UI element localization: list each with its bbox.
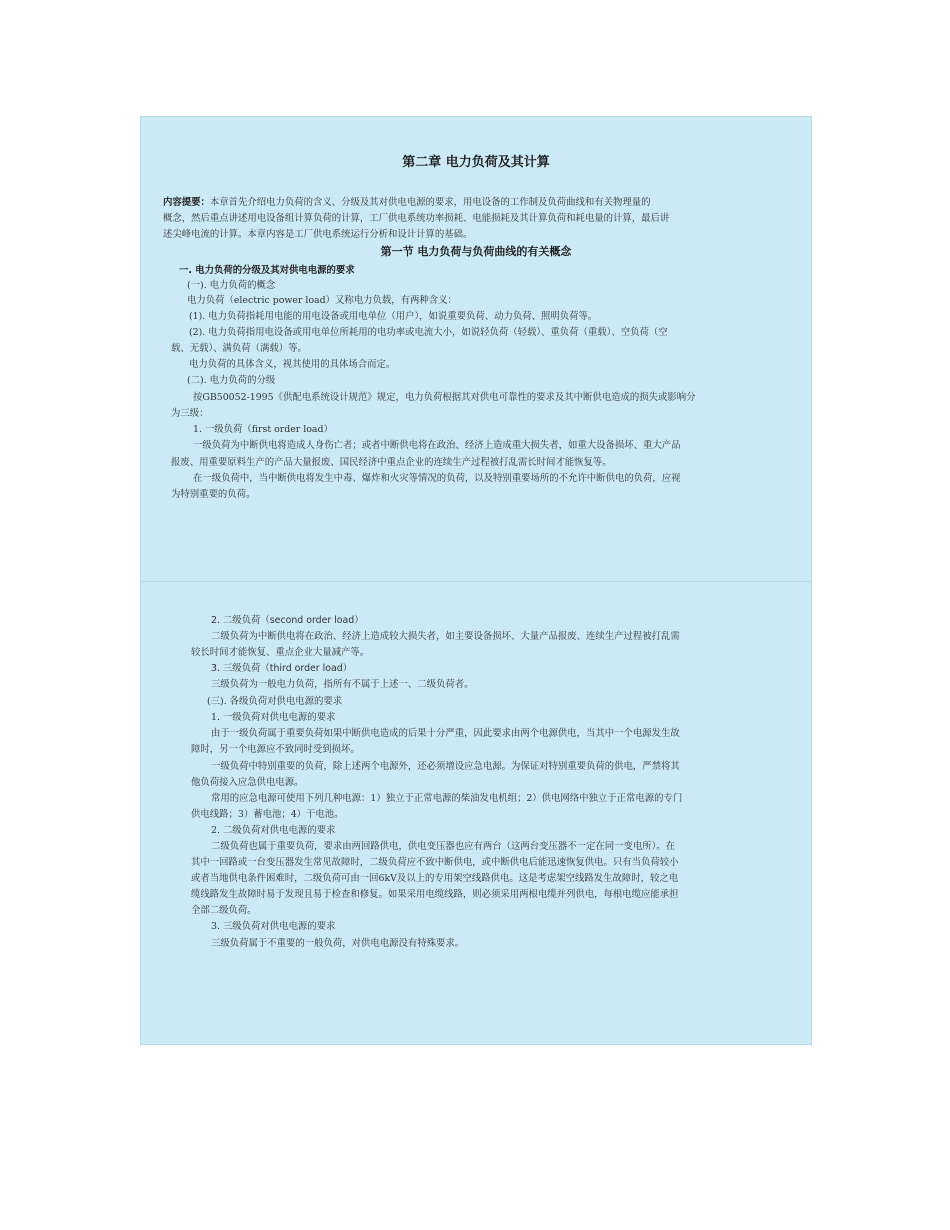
req2-b: 其中一回路或一台变压器发生常见故障时，二级负荷应不致中断供电，或中断供电后能迅速恢复供电。只有当负荷较小 bbox=[191, 857, 679, 868]
third-order-a: 三级负荷为一般电力负荷，指所有不属于上述一、二级负荷者。 bbox=[211, 679, 474, 690]
req3-title: 3. 三级负荷对供电电源的要求 bbox=[211, 921, 336, 932]
first-order-a: 一级负荷为中断供电将造成人身伤亡者；或者中断供电将在政治、经济上造成重大损失者，如重大设备损坏、重大产品 bbox=[193, 440, 681, 451]
req3-a: 三级负荷属于不重要的一般负荷，对供电电源没有特殊要求。 bbox=[211, 938, 465, 949]
summary-line-1 bbox=[163, 197, 651, 209]
req1-d: 他负荷接入应急供电电源。 bbox=[191, 777, 304, 788]
req2-e: 全部二级负荷。 bbox=[191, 905, 257, 916]
req1-e: 常用的应急电源可使用下列几种电源：1）独立于正常电源的柴油发电机组；2）供电网络中独立于正常电源的专门 bbox=[211, 793, 683, 804]
first-order-c: 在一级负荷中，当中断供电将发生中毒、爆炸和火灾等情况的负荷，以及特别重要场所的不允许中断供电的负荷，应视 bbox=[193, 473, 681, 484]
grading-a: 按GB50052-1995《供配电系统设计规范》规定，电力负荷根据其对供电可靠性的要求及其中断供电造成的损失或影响分 bbox=[193, 392, 696, 403]
definition-line: 电力负荷（electric power load）又称电力负载，有两种含义： bbox=[187, 295, 457, 306]
req1-title: 1. 一级负荷对供电电源的要求 bbox=[211, 712, 336, 723]
third-order-title: 3. 三级负荷（third order load） bbox=[211, 663, 353, 674]
second-order-title: 2. 二级负荷（second order load） bbox=[211, 615, 364, 626]
req2-title: 2. 二级负荷对供电电源的要求 bbox=[211, 825, 336, 836]
document-page-1 bbox=[140, 116, 812, 582]
meaning-note: 电力负荷的具体含义，视其使用的具体场合而定。 bbox=[189, 359, 396, 370]
summary-label: 内容提要： bbox=[163, 197, 210, 208]
second-order-b: 较长时间才能恢复、重点企业大量减产等。 bbox=[191, 647, 370, 658]
first-order-b: 报废、用重要原料生产的产品大量报废、国民经济中重点企业的连续生产过程被打乱需长时间才能恢复等。 bbox=[171, 457, 612, 468]
second-order-a: 二级负荷为中断供电将在政治、经济上造成较大损失者，如主要设备损坏、大量产品报废、连续生产过程被打乱需 bbox=[211, 631, 680, 642]
summary-line-3: 述尖峰电流的计算。本章内容是工厂供电系统运行分析和设计计算的基础。 bbox=[163, 229, 473, 240]
req2-d: 缆线路发生故障时易于发现且易于检查和修复。如果采用电缆线路，则必须采用两根电缆并列供电，每根电缆应能承担 bbox=[191, 889, 679, 900]
first-order-d: 为特别重要的负荷。 bbox=[171, 489, 256, 500]
meaning-2-b: 载、无载）、满负荷（满载）等。 bbox=[171, 343, 307, 354]
req2-c: 或者当地供电条件困难时，二级负荷可由一回6kV及以上的专用架空线路供电。这是考虑架空线路发生故障时，较之电 bbox=[191, 873, 679, 884]
subheading-1: (一). 电力负荷的概念 bbox=[187, 280, 276, 291]
chapter-title: 第二章 电力负荷及其计算 bbox=[402, 155, 550, 170]
subheading-2: (二). 电力负荷的分级 bbox=[187, 375, 276, 386]
section-title: 第一节 电力负荷与负荷曲线的有关概念 bbox=[380, 245, 572, 258]
meaning-2-a: (2). 电力负荷指用电设备或用电单位所耗用的电功率或电流大小，如说轻负荷（轻载）、重负荷（重载）、空负荷（空 bbox=[189, 327, 668, 338]
req2-a: 二级负荷也属于重要负荷，要求由两回路供电，供电变压器也应有两台（这两台变压器不一定在同一变电所）。在 bbox=[211, 841, 676, 852]
req1-a: 由于一级负荷属于重要负荷如果中断供电造成的后果十分严重，因此要求由两个电源供电，当其中一个电源发生故 bbox=[211, 728, 680, 739]
summary-text-1: 本章首先介绍电力负荷的含义、分级及其对供电电源的要求，用电设备的工作制及负荷曲线和有关物理量的 bbox=[209, 197, 651, 208]
req1-f: 供电线路；3）蓄电池；4）干电池。 bbox=[191, 809, 344, 820]
subheading-3: (三). 各级负荷对供电电源的要求 bbox=[207, 696, 343, 707]
summary-line-2: 概念，然后重点讲述用电设备组计算负荷的计算，工厂供电系统功率损耗、电能损耗及其计算负荷和耗电量的计算，最后讲 bbox=[163, 213, 670, 224]
first-order-title: 1. 一级负荷（first order load） bbox=[193, 424, 333, 435]
req1-c: 一级负荷中特别重要的负荷，除上述两个电源外，还必须增设应急电源。为保证对特别重要负荷的供电，严禁将其 bbox=[211, 761, 680, 772]
meaning-1: (1). 电力负荷指耗用电能的用电设备或用电单位（用户），如说重要负荷、动力负荷、照明负荷等。 bbox=[189, 311, 598, 322]
heading-1: 一. 电力负荷的分级及其对供电电源的要求 bbox=[179, 265, 355, 276]
req1-b: 障时，另一个电源应不致同时受到损坏。 bbox=[191, 744, 360, 755]
grading-b: 为三级： bbox=[171, 408, 209, 419]
document-page-2 bbox=[140, 581, 812, 1045]
